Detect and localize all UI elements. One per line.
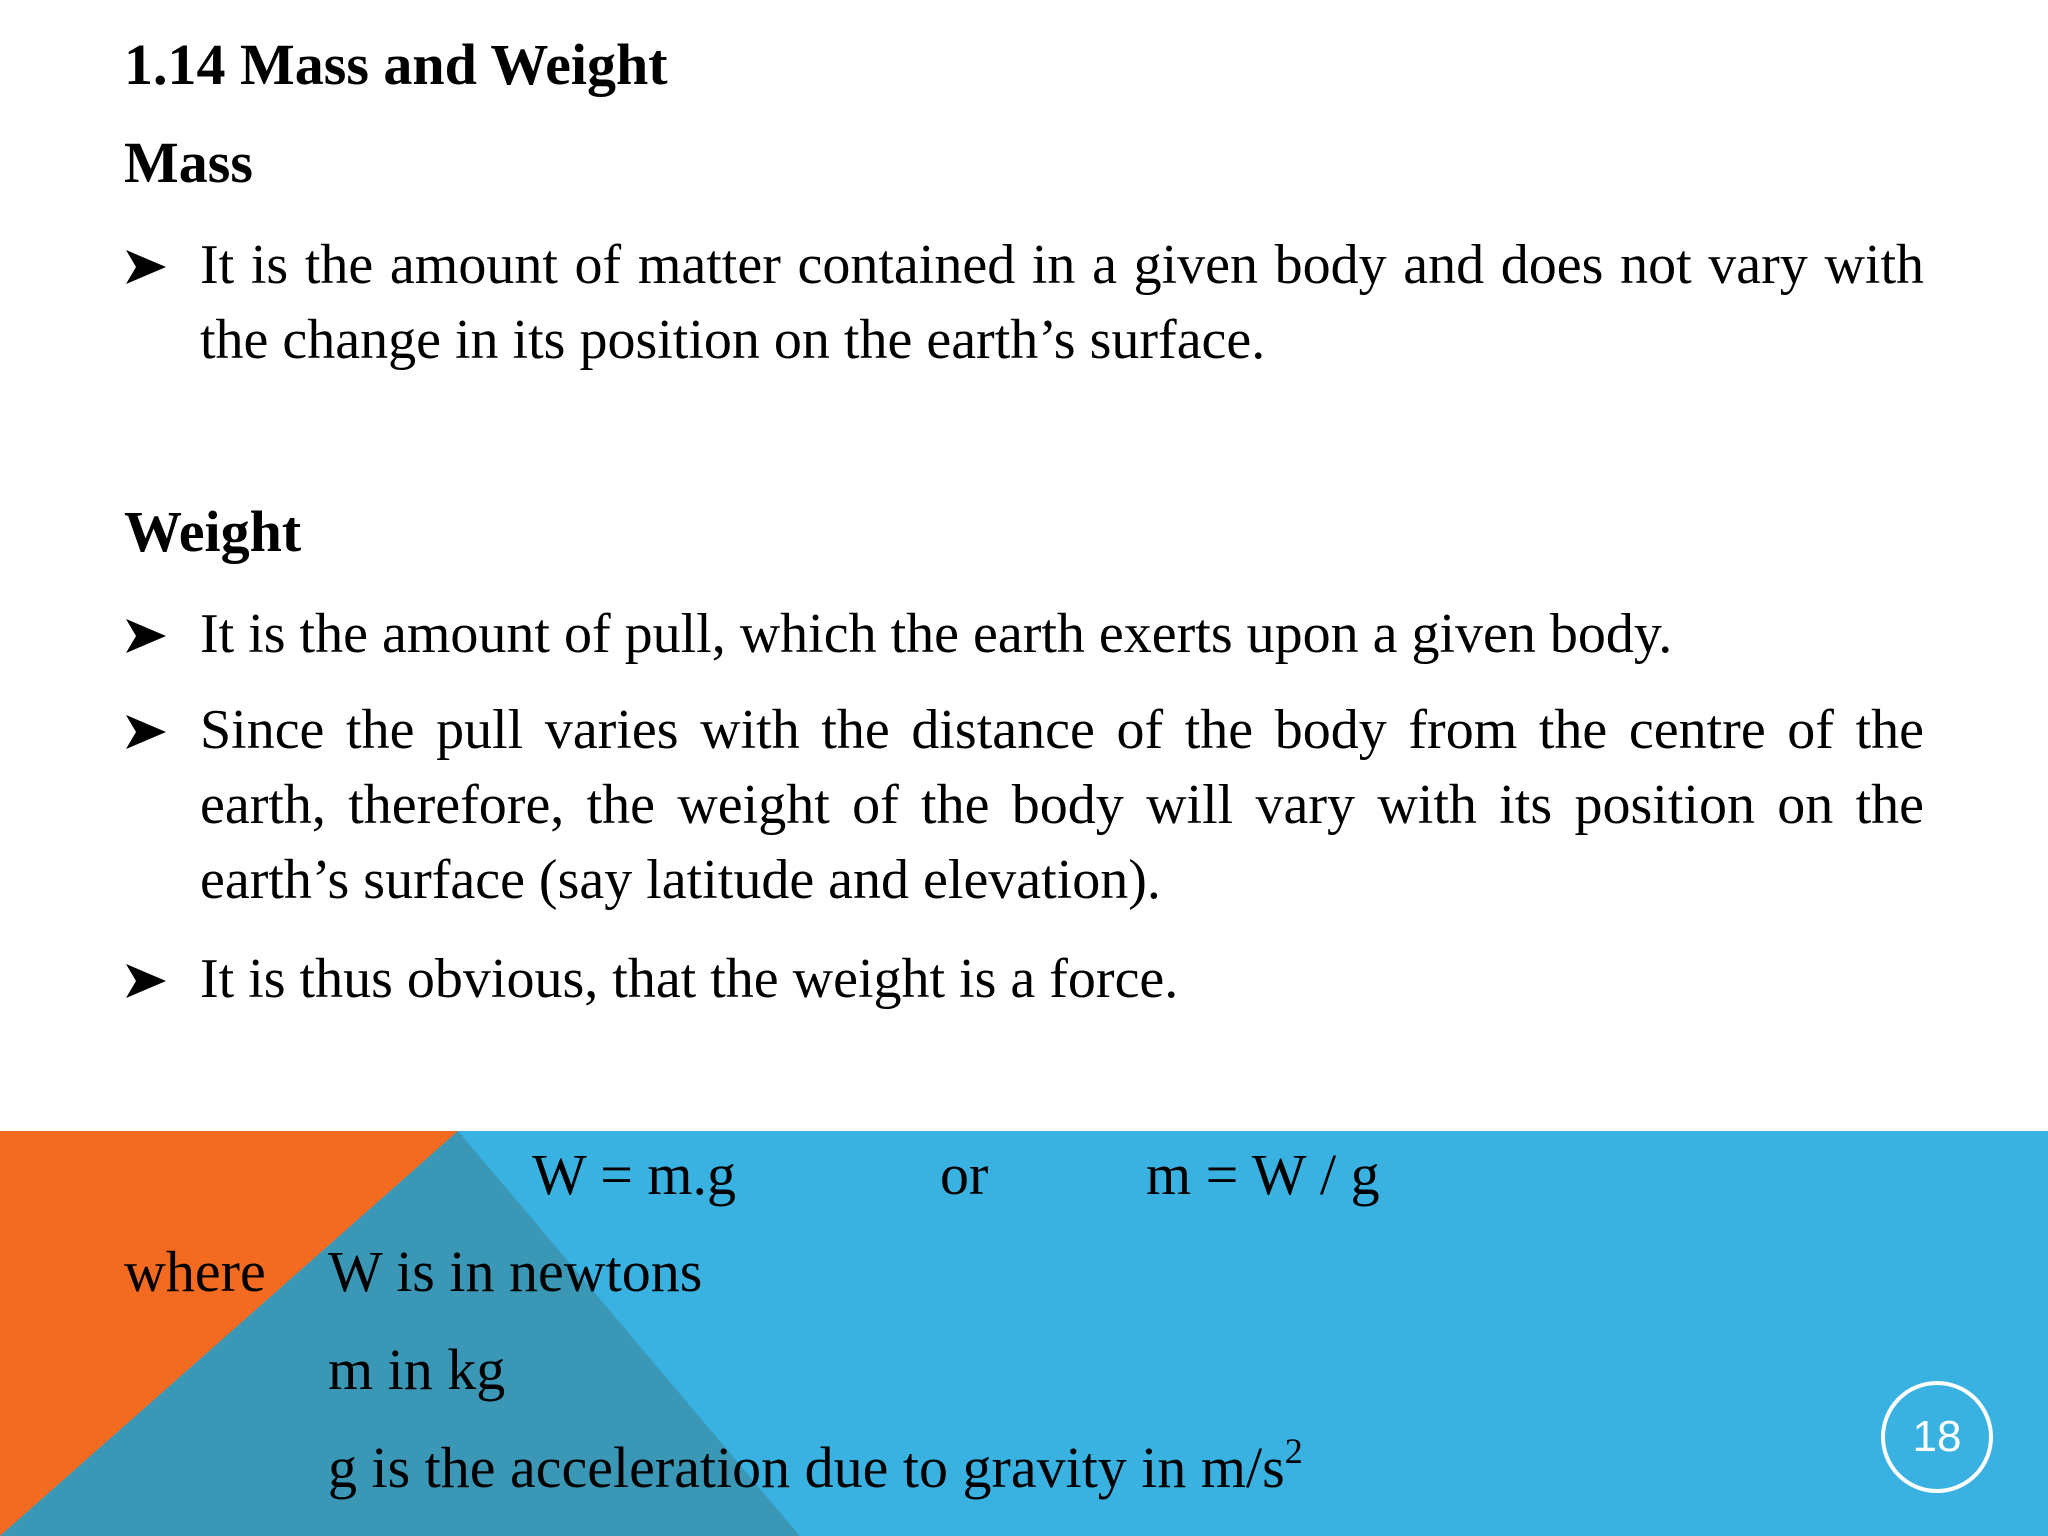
where-label: where	[124, 1239, 266, 1304]
arrowhead-bullet-icon	[124, 248, 168, 286]
mass-heading: Mass	[124, 130, 253, 195]
arrowhead-bullet-icon	[124, 713, 168, 751]
arrowhead-bullet-icon	[124, 962, 168, 1000]
weight-bullet-2	[124, 693, 1924, 918]
weight-heading: Weight	[124, 499, 302, 564]
formula-mass: m = W / g	[1146, 1142, 1380, 1207]
where-line-g	[328, 1428, 1303, 1508]
formula-weight: W = m.g	[532, 1142, 737, 1207]
weight-bullet-1	[124, 597, 1924, 672]
weight-bullet-text: Since the pull varies with the distance of the body from the centre of the earth, therefore, the weight of the body will vary with its position on the earth’s surface (say latitude and elevation).	[200, 699, 1924, 911]
mass-bullet-1	[124, 228, 1924, 378]
where-line-g-text: g is the acceleration due to gravity in m/s	[328, 1435, 1285, 1500]
weight-bullet-text: It is the amount of pull, which the earth exerts upon a given body.	[200, 603, 1673, 665]
where-line-w: W is in newtons	[328, 1239, 703, 1304]
mass-bullet-text: It is the amount of matter contained in a given body and does not vary with the change in its position on the earth’s surface.	[200, 234, 1924, 371]
unit-superscript: 2	[1284, 1431, 1303, 1471]
weight-bullet-3	[124, 942, 1924, 1017]
weight-bullet-text: It is thus obvious, that the weight is a force.	[200, 948, 1179, 1010]
formula-or: or	[940, 1142, 989, 1207]
page-number: 18	[1881, 1381, 1993, 1493]
where-line-m: m in kg	[328, 1337, 506, 1402]
arrowhead-bullet-icon	[124, 617, 168, 655]
slide-title: 1.14 Mass and Weight	[124, 32, 668, 97]
